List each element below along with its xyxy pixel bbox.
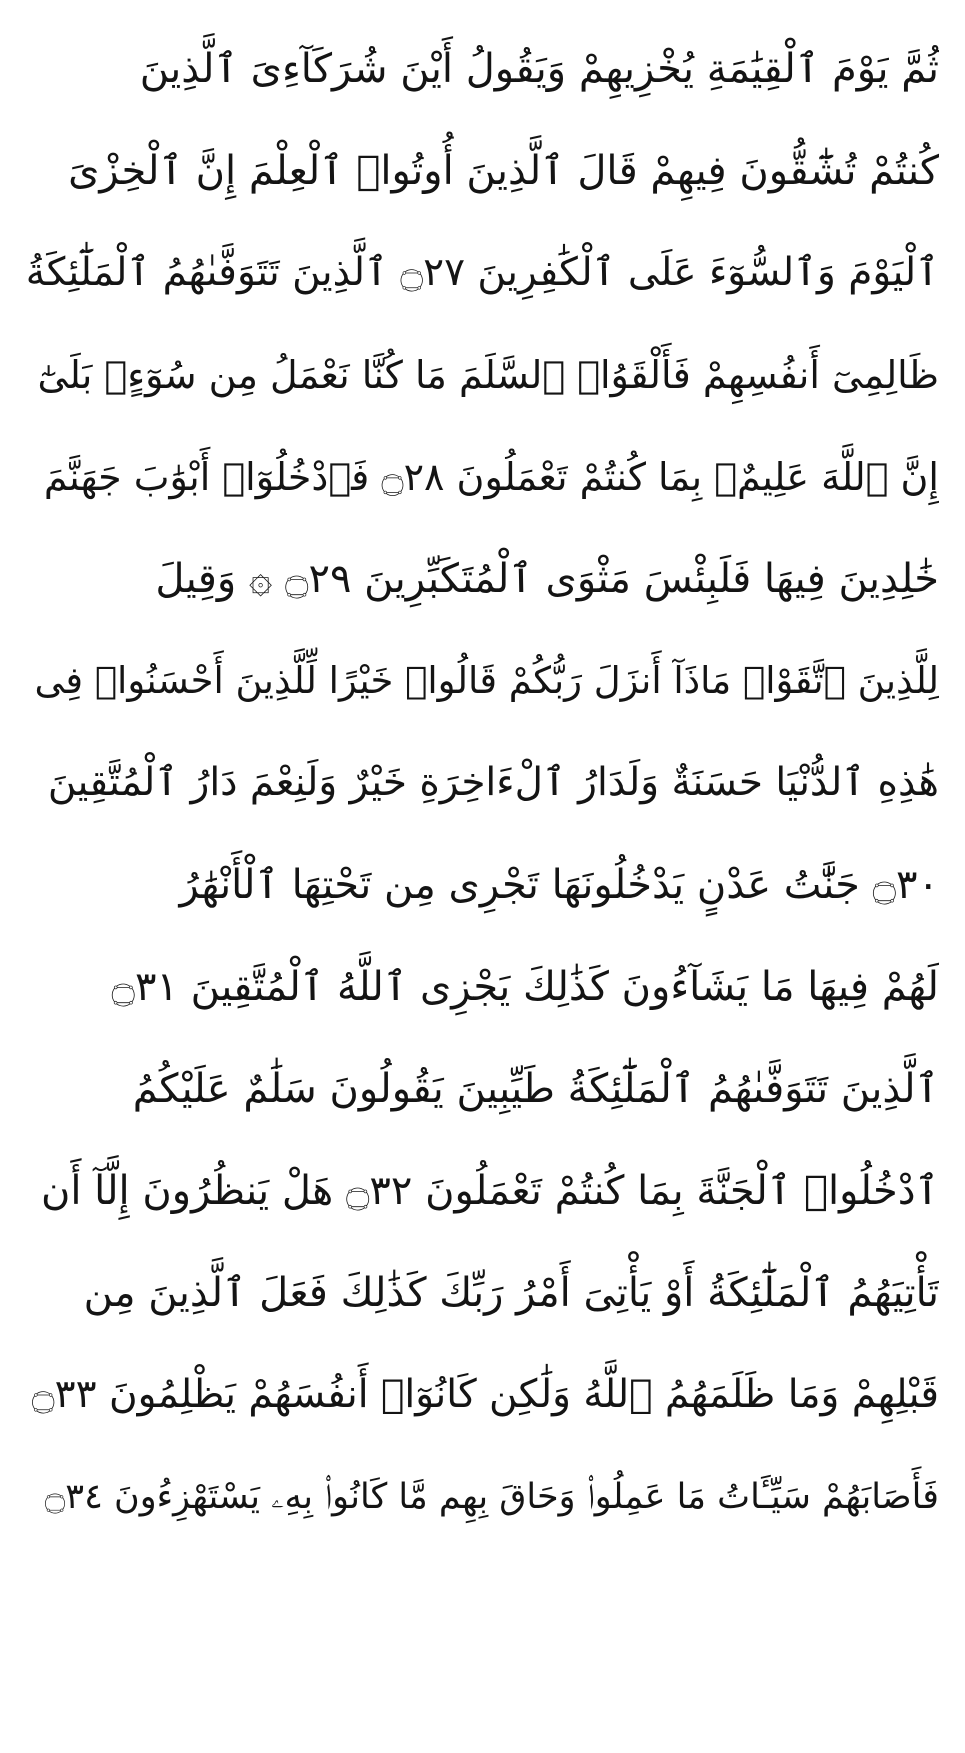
quran-line-text: فَأَصَابَهُمْ سَيِّـَٔاتُ مَا عَمِلُوا۟ وَحَاقَ بِهِم مَّا كَانُوا۟ بِهِۦ يَسْتَهْزِءُونَ ۝٣٤: [44, 1477, 939, 1517]
quran-line-text: هَٰذِهِ ٱلدُّنْيَا حَسَنَةٌ وَلَدَارُ ٱلْءَاخِرَةِ خَيْرٌ وَلَنِعْمَ دَارُ ٱلْمُتَّقِينَ: [47, 760, 939, 805]
quran-line-4: [26, 324, 939, 426]
quran-line-text: خَٰلِدِينَ فِيهَا فَلَبِئْسَ مَثْوَى ٱلْمُتَكَبِّرِينَ ۝٢٩ ۞ وَقِيلَ: [155, 556, 939, 602]
quran-line-text: لَهُمْ فِيهَا مَا يَشَآءُونَ كَذَٰلِكَ يَجْزِى ٱللَّهُ ٱلْمُتَّقِينَ ۝٣١: [111, 964, 939, 1010]
quran-line-text: ۝٣٠ جَنَّٰتُ عَدْنٍ يَدْخُلُونَهَا تَجْرِى مِن تَحْتِهَا ٱلْأَنْهَٰرُ: [179, 862, 939, 908]
quran-line-6: [26, 528, 939, 630]
quran-line-9: [26, 834, 939, 936]
quran-line-14: [26, 1344, 939, 1446]
quran-line-12: [26, 1140, 939, 1242]
quran-line-15: [26, 1446, 939, 1548]
quran-line-text: ثُمَّ يَوْمَ ٱلْقِيَٰمَةِ يُخْزِيهِمْ وَيَقُولُ أَيْنَ شُرَكَآءِىَ ٱلَّذِينَ: [139, 46, 939, 92]
quran-line-3: [26, 222, 939, 324]
quran-line-1: [26, 18, 939, 120]
quran-line-11: [26, 1038, 939, 1140]
quran-line-10: [26, 936, 939, 1038]
quran-line-13: [26, 1242, 939, 1344]
quran-line-text: قَبْلِهِمْ وَمَا ظَلَمَهُمُ ٱللَّهُ وَلَٰكِن كَانُوٓا۟ أَنفُسَهُمْ يَظْلِمُونَ ۝٣٣: [31, 1372, 939, 1417]
quran-line-text: تَأْتِيَهُمُ ٱلْمَلَٰٓئِكَةُ أَوْ يَأْتِىَ أَمْرُ رَبِّكَ كَذَٰلِكَ فَعَلَ ٱلَّذِينَ مِن: [83, 1270, 939, 1316]
quran-line-7: [26, 630, 939, 732]
quran-line-text: لِلَّذِينَ ٱتَّقَوْا۟ مَاذَآ أَنزَلَ رَبُّكُمْ قَالُوا۟ خَيْرًا لِّلَّذِينَ أَحْسَنُوا۟ فِى: [34, 659, 939, 702]
quran-line-text: إِنَّ ٱللَّهَ عَلِيمٌۢ بِمَا كُنتُمْ تَعْمَلُونَ ۝٢٨ فَٱدْخُلُوٓا۟ أَبْوَٰبَ جَهَنَّمَ: [43, 455, 939, 499]
quran-line-text: ٱدْخُلُوا۟ ٱلْجَنَّةَ بِمَا كُنتُمْ تَعْمَلُونَ ۝٣٢ هَلْ يَنظُرُونَ إِلَّآ أَن: [40, 1168, 939, 1214]
quran-line-text: ٱلَّذِينَ تَتَوَفَّىٰهُمُ ٱلْمَلَٰٓئِكَةُ طَيِّبِينَ يَقُولُونَ سَلَٰمٌ عَلَيْكُمُ: [132, 1066, 939, 1112]
quran-line-text: ٱلْيَوْمَ وَٱلسُّوٓءَ عَلَى ٱلْكَٰفِرِينَ ۝٢٧ ٱلَّذِينَ تَتَوَفَّىٰهُمُ ٱلْمَلَٰٓئِكَةُ: [26, 250, 939, 295]
quran-line-text: ظَالِمِىٓ أَنفُسِهِمْ فَأَلْقَوُا۟ ٱلسَّلَمَ مَا كُنَّا نَعْمَلُ مِن سُوٓءٍۭ بَلَىٰٓ: [37, 353, 939, 397]
quran-line-8: [26, 732, 939, 834]
quran-line-5: [26, 426, 939, 528]
quran-line-2: [26, 120, 939, 222]
quran-line-text: كُنتُمْ تُشَٰٓقُّونَ فِيهِمْ قَالَ ٱلَّذِينَ أُوتُوا۟ ٱلْعِلْمَ إِنَّ ٱلْخِزْىَ: [68, 148, 939, 194]
